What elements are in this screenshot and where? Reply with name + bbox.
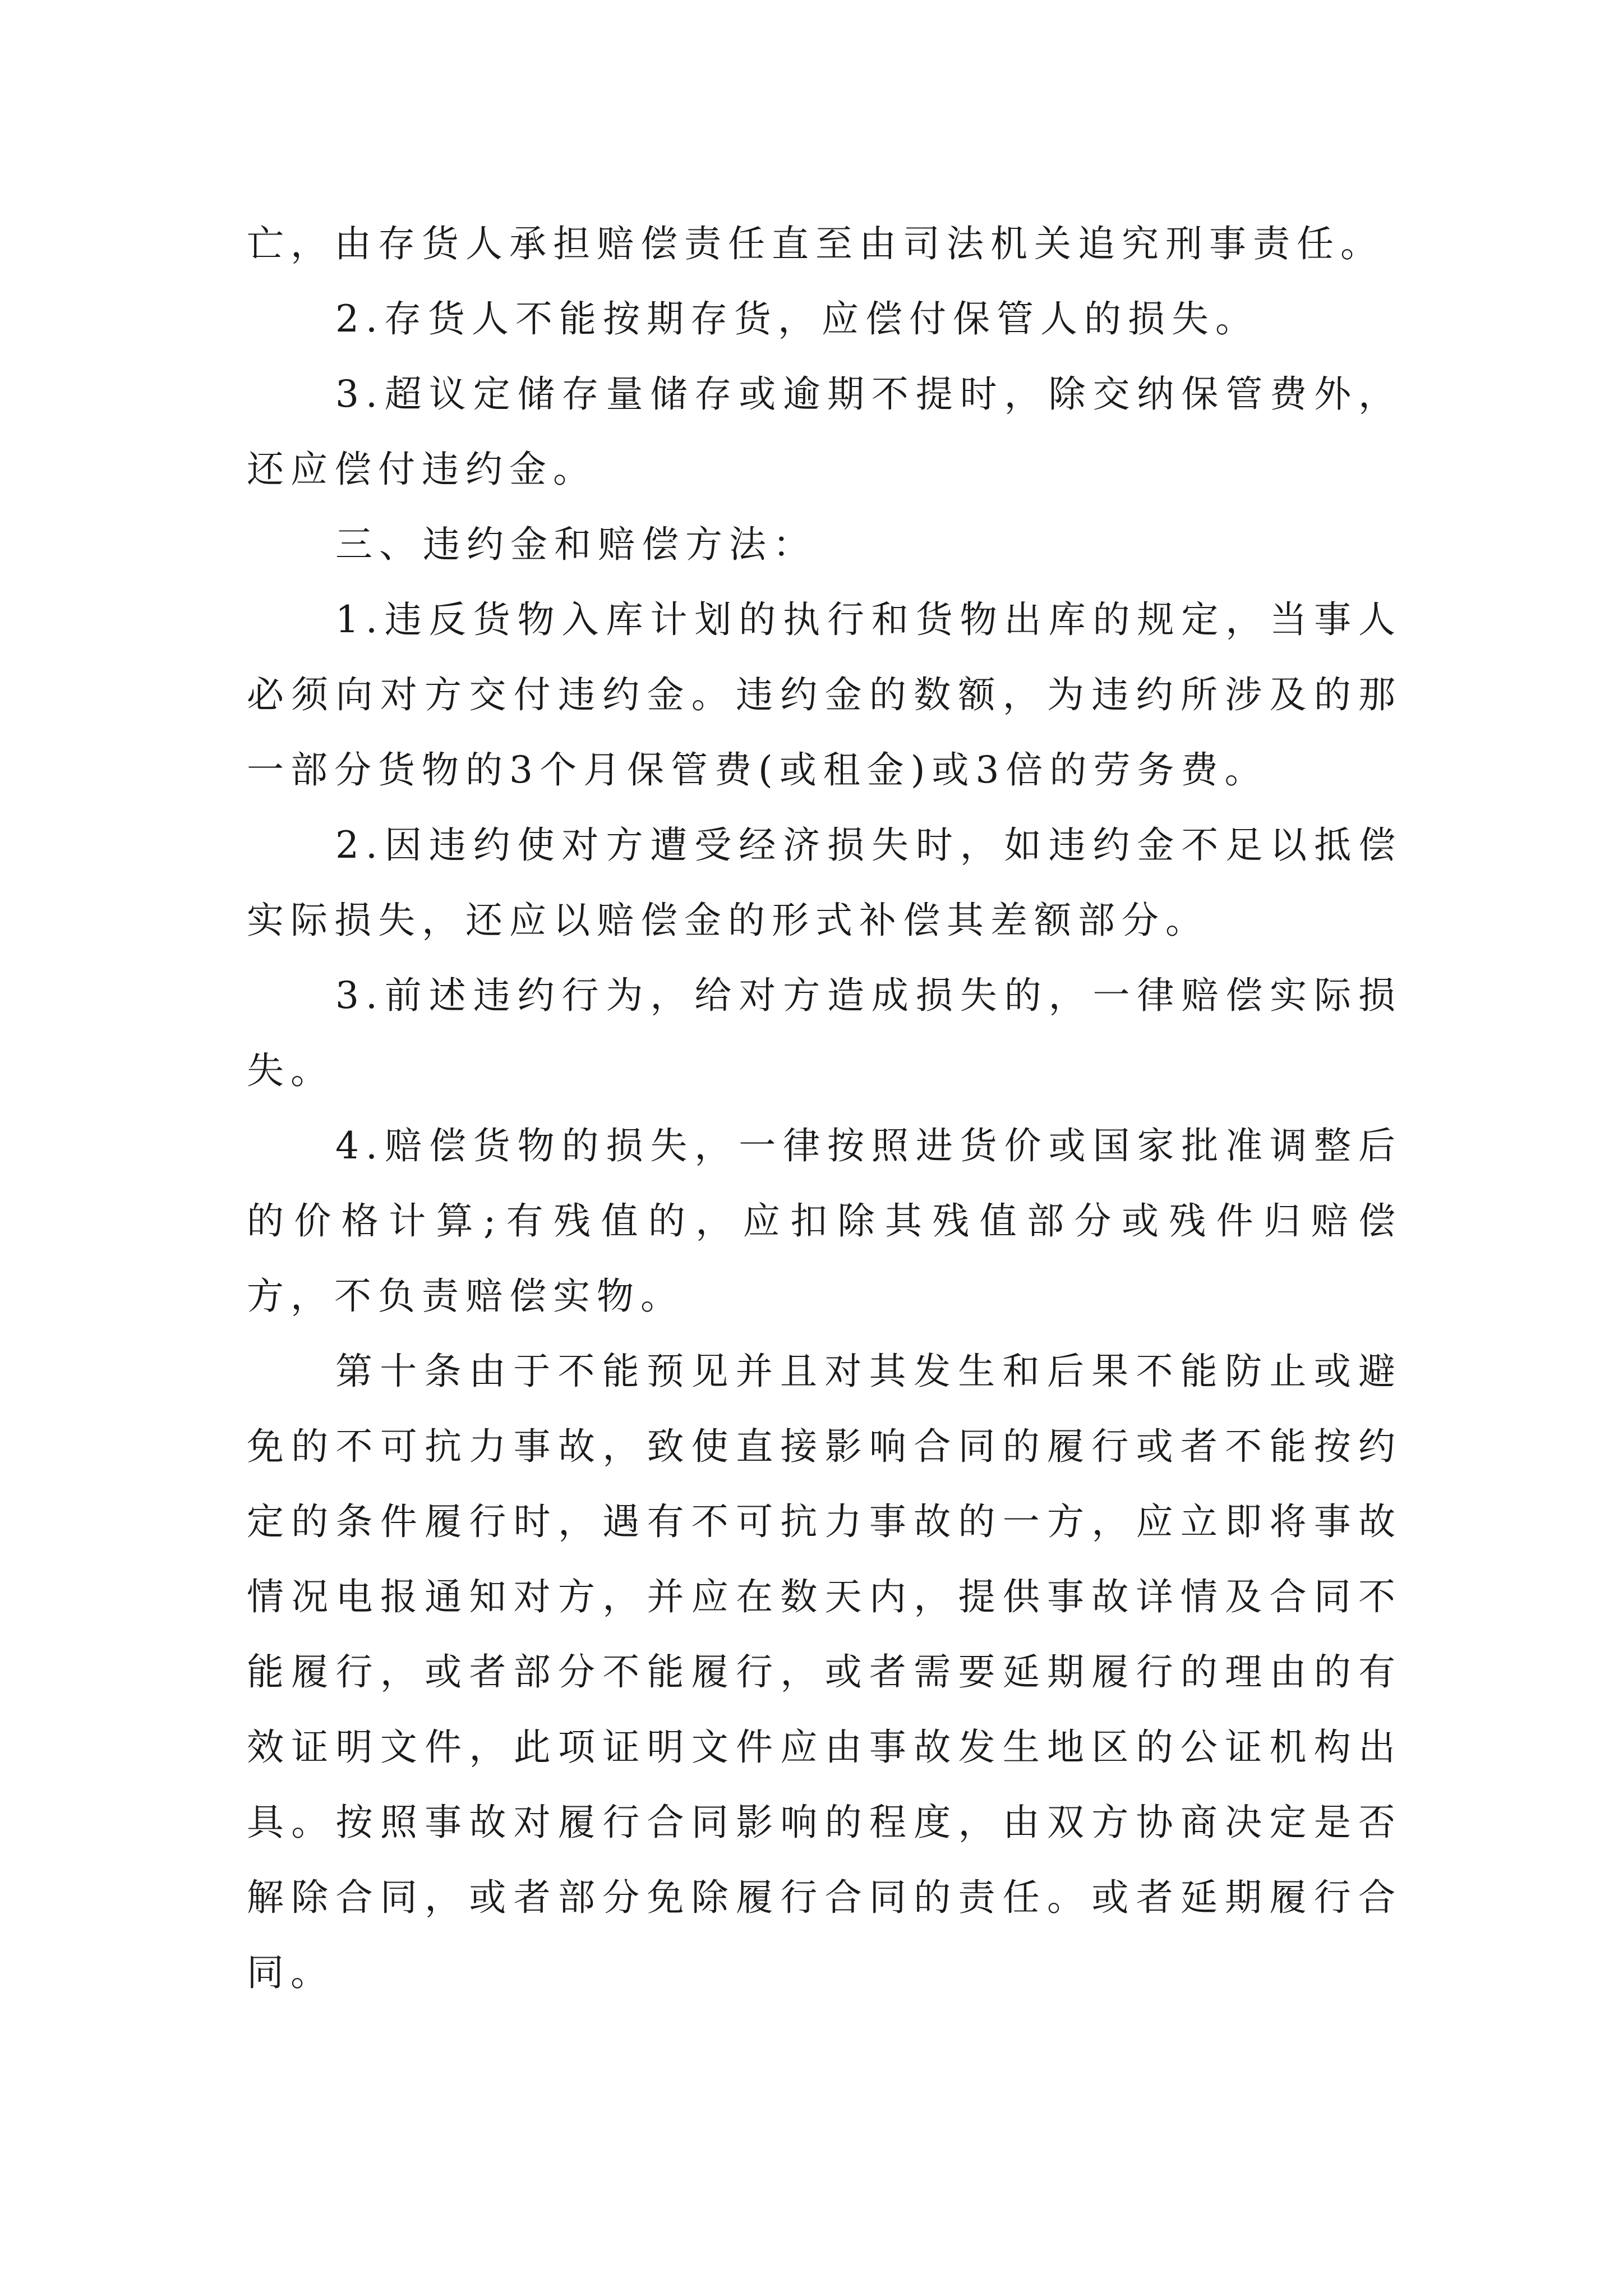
paragraph-item-3-excess-storage: 3.超议定储存量储存或逾期不提时，除交纳保管费外，还应偿付违约金。 [247, 372, 1402, 491]
paragraph-penalty-item-4: 4.赔偿货物的损失，一律按照进货价或国家批准调整后的价格计算;有残值的，应扣除其残值部分或残件归赔偿方，不负责赔偿实物。 [247, 1124, 1402, 1318]
paragraph-penalty-item-3: 3.前述违约行为，给对方造成损失的，一律赔偿实际损失。 [247, 974, 1402, 1092]
paragraph-article-10-force-majeure: 第十条由于不能预见并且对其发生和后果不能防止或避免的不可抗力事故，致使直接影响合同的履行或者不能按约定的条件履行时，遇有不可抗力事故的一方，应立即将事故情况电报通知对方，并应在数天内，提供事故详情及合同不能履行，或者部分不能履行，或者需要延期履行的理由的有效证明文件，此项证明文件应由事故发生地区的公证机构出具。按照事故对履行合同影响的程度，由双方协商决定是否解除合同，或者部分免除履行合同的责任。或者延期履行合同。 [247, 1350, 1402, 1994]
paragraph-item-2-depositor-delay: 2.存货人不能按期存货，应偿付保管人的损失。 [335, 297, 1259, 341]
paragraph-penalty-item-1: 1.违反货物入库计划的执行和货物出库的规定，当事人必须向对方交付违约金。违约金的数额，为违约所涉及的那一部分货物的3个月保管费(或租金)或3倍的劳务费。 [247, 598, 1402, 792]
paragraph-penalty-item-2: 2.因违约使对方遭受经济损失时，如违约金不足以抵偿实际损失，还应以赔偿金的形式补偿其差额部分。 [247, 823, 1402, 942]
section-heading-penalty: 三、违约金和赔偿方法： [335, 523, 817, 566]
document-body [247, 206, 1402, 2010]
paragraph-continuation: 亡，由存货人承担赔偿责任直至由司法机关追究刑事责任。 [247, 222, 1384, 265]
